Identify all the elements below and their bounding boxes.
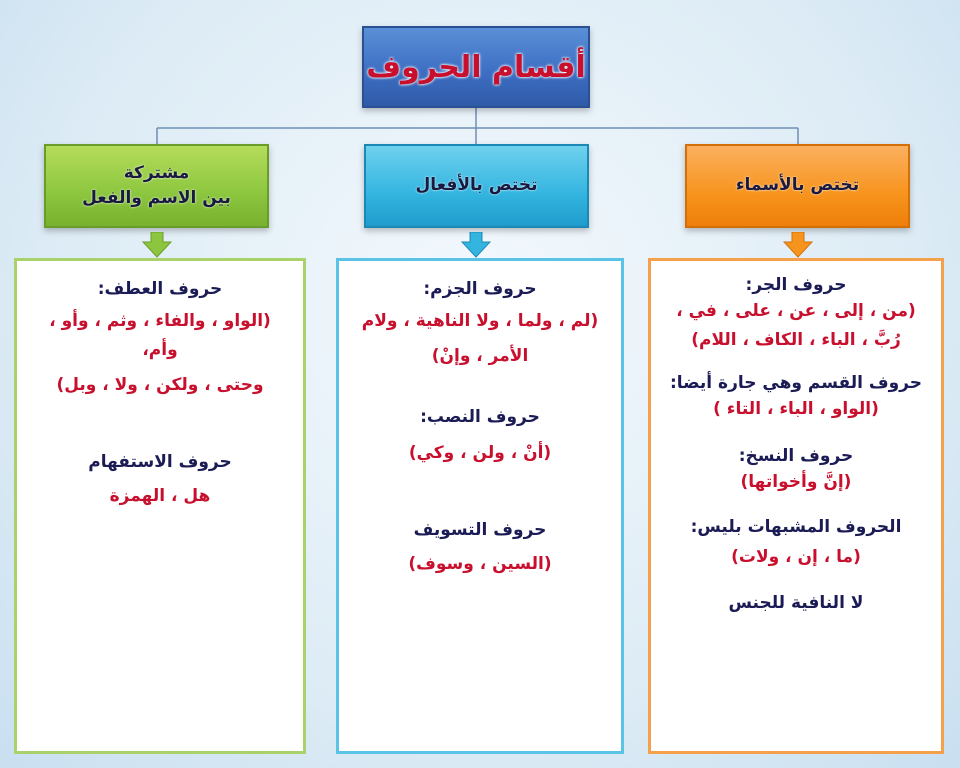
jarr-items-line2: رُبَّ ، الباء ، الكاف ، اللام) bbox=[691, 329, 901, 350]
naskh-heading: حروف النسخ: bbox=[738, 445, 854, 466]
atf-heading: حروف العطف: bbox=[97, 279, 223, 299]
jarr-items-line1: (من ، إلى ، عن ، على ، في ، bbox=[676, 301, 916, 321]
istifham-items: هل ، الهمزة bbox=[109, 485, 211, 506]
panel-nouns bbox=[648, 258, 944, 754]
title-box bbox=[362, 26, 590, 108]
arrow-down-icon bbox=[142, 232, 172, 258]
arrow-down-icon bbox=[461, 232, 491, 258]
nasb-items: (أنْ ، ولن ، وكي) bbox=[408, 442, 552, 463]
naskh-items: (إنَّ وأخواتها) bbox=[740, 471, 852, 492]
panel-verbs bbox=[336, 258, 624, 754]
jazm-items-line2: الأمر ، وإنْ) bbox=[431, 345, 529, 366]
la-nafiya-heading: لا النافية للجنس bbox=[728, 593, 864, 614]
laysa-heading: الحروف المشبهات بليس: bbox=[690, 516, 902, 537]
atf-items-line1: (الواو ، والفاء ، وثم ، وأو ، وأم، bbox=[49, 311, 271, 360]
jarr-heading: حروف الجر: bbox=[745, 275, 847, 295]
nasb-heading: حروف النصب: bbox=[420, 406, 540, 427]
taswif-heading: حروف التسويف bbox=[413, 519, 547, 540]
jazm-heading: حروف الجزم: bbox=[423, 279, 537, 299]
category-nouns-label: تختص بالأسماء bbox=[735, 175, 860, 196]
istifham-heading: حروف الاستفهام bbox=[88, 451, 232, 472]
category-verbs-label: تختص بالأفعال bbox=[415, 175, 538, 196]
diagram-title: أقسام الحروف bbox=[366, 49, 586, 85]
panel-shared bbox=[14, 258, 306, 754]
laysa-items: (ما ، إن ، ولات) bbox=[731, 546, 861, 567]
arrow-down-icon bbox=[783, 232, 813, 258]
jazm-items-line1: (لم ، ولما ، ولا الناهية ، ولام bbox=[361, 311, 599, 331]
taswif-items: (السين ، وسوف) bbox=[408, 553, 552, 574]
category-verbs bbox=[364, 144, 589, 228]
category-shared-line1: مشتركة bbox=[123, 162, 190, 183]
qasam-items: (الواو ، الباء ، التاء ) bbox=[713, 398, 879, 419]
category-nouns bbox=[685, 144, 910, 228]
qasam-heading: حروف القسم وهي جارة أيضا: bbox=[669, 372, 923, 393]
category-shared-line2: بين الاسم والفعل bbox=[82, 188, 231, 208]
atf-items-line2: وحتى ، ولكن ، ولا ، وبل) bbox=[56, 374, 264, 395]
category-shared bbox=[44, 144, 269, 228]
